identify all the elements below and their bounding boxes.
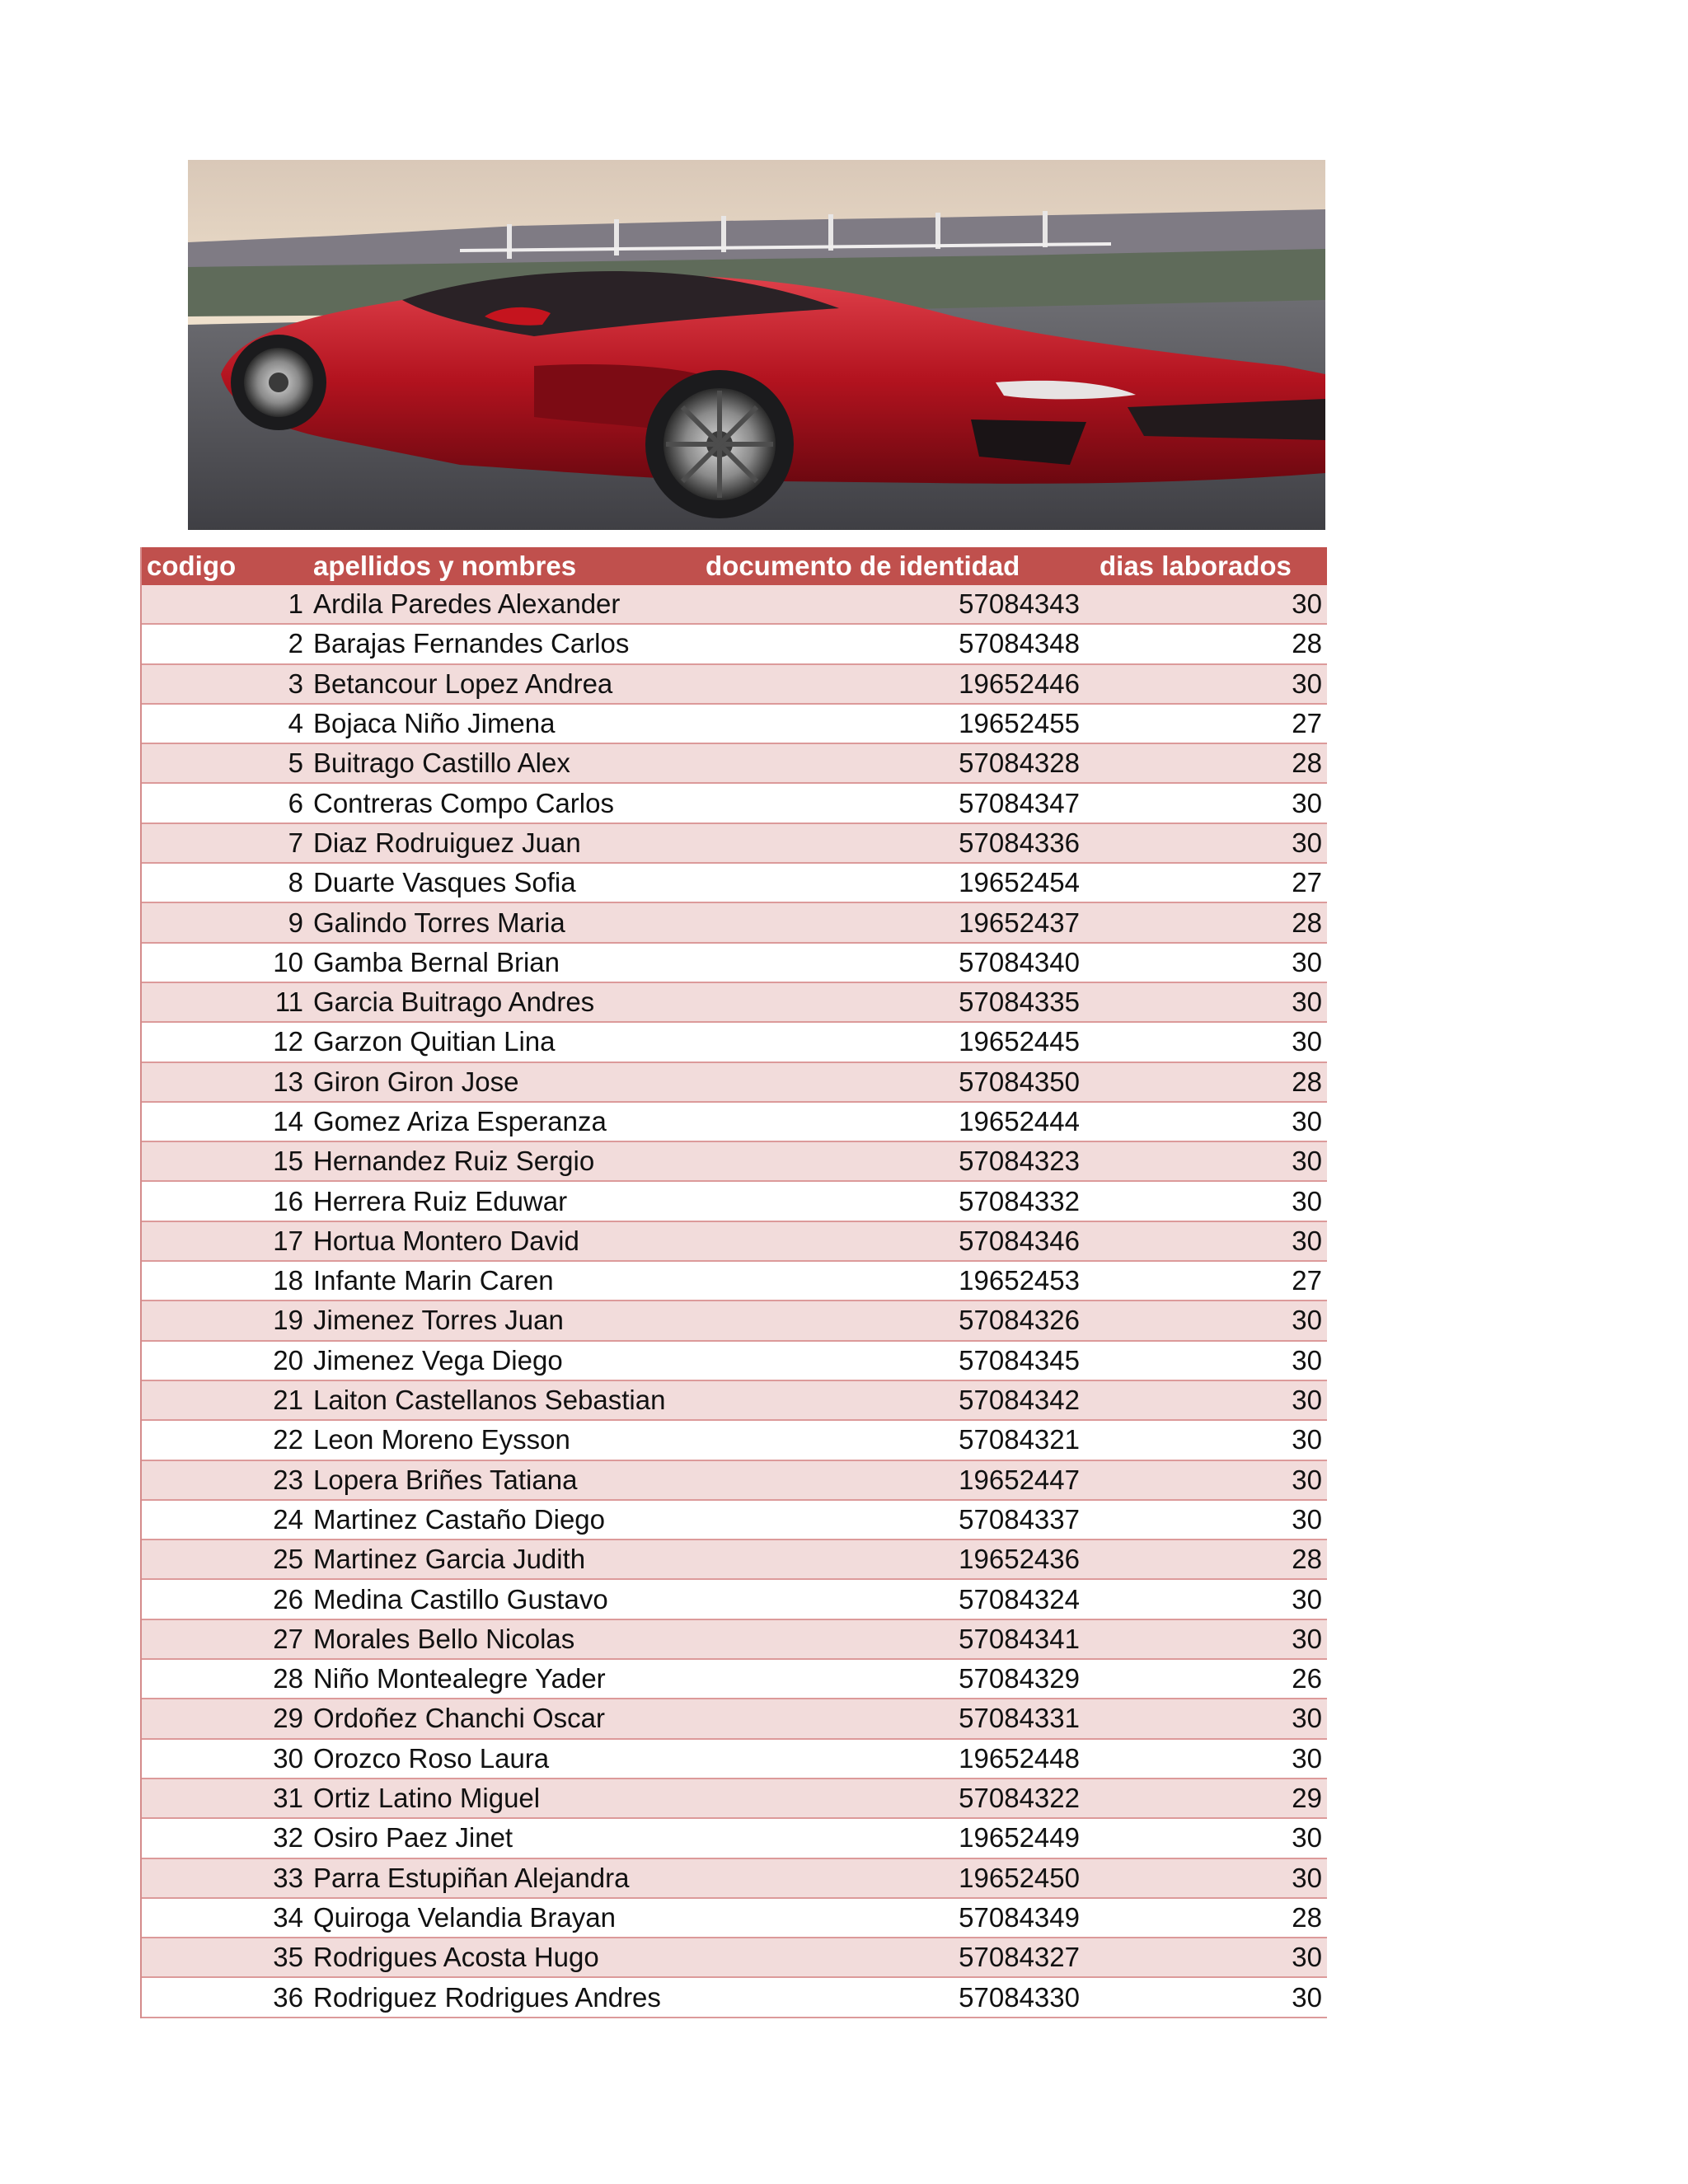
dias-cell: 30 bbox=[1292, 1742, 1322, 1774]
nombre-cell: Bojaca Niño Jimena bbox=[313, 708, 556, 739]
table-row bbox=[142, 1740, 1327, 1779]
dias-cell: 30 bbox=[1292, 1822, 1322, 1854]
dias-cell: 27 bbox=[1292, 1265, 1322, 1296]
codigo-cell: 29 bbox=[273, 1703, 303, 1734]
nombre-cell: Galindo Torres Maria bbox=[313, 907, 565, 938]
nombre-cell: Betancour Lopez Andrea bbox=[313, 668, 613, 699]
dias-cell: 30 bbox=[1292, 1703, 1322, 1734]
table-row bbox=[142, 824, 1327, 864]
documento-cell: 19652445 bbox=[959, 1026, 1080, 1057]
table-row bbox=[142, 944, 1327, 983]
header-dias-laborados: dias laborados bbox=[1100, 551, 1292, 581]
documento-cell: 19652453 bbox=[959, 1265, 1080, 1296]
dias-cell: 30 bbox=[1292, 1185, 1322, 1216]
nombre-cell: Herrera Ruiz Eduwar bbox=[313, 1185, 568, 1216]
codigo-cell: 31 bbox=[273, 1783, 303, 1814]
documento-cell: 19652444 bbox=[959, 1106, 1080, 1137]
documento-cell: 57084328 bbox=[959, 748, 1080, 779]
documento-cell: 57084321 bbox=[959, 1424, 1080, 1455]
codigo-cell: 12 bbox=[273, 1026, 303, 1057]
dias-cell: 30 bbox=[1292, 1225, 1322, 1256]
codigo-cell: 33 bbox=[273, 1862, 303, 1893]
codigo-cell: 5 bbox=[288, 748, 303, 779]
documento-cell: 19652449 bbox=[959, 1822, 1080, 1854]
dias-cell: 30 bbox=[1292, 1424, 1322, 1455]
nombre-cell: Barajas Fernandes Carlos bbox=[313, 628, 630, 659]
documento-cell: 57084342 bbox=[959, 1385, 1080, 1416]
documento-cell: 57084348 bbox=[959, 628, 1080, 659]
table-row bbox=[142, 1938, 1327, 1978]
table-row bbox=[142, 983, 1327, 1023]
dias-cell: 30 bbox=[1292, 1026, 1322, 1057]
nombre-cell: Contreras Compo Carlos bbox=[313, 787, 614, 818]
table-row bbox=[142, 1421, 1327, 1460]
documento-cell: 19652454 bbox=[959, 867, 1080, 898]
table-row bbox=[142, 1819, 1327, 1858]
dias-cell: 29 bbox=[1292, 1783, 1322, 1814]
documento-cell: 57084327 bbox=[959, 1942, 1080, 1973]
table-row bbox=[142, 1023, 1327, 1062]
nombre-cell: Quiroga Velandia Brayan bbox=[313, 1901, 616, 1933]
dias-cell: 30 bbox=[1292, 987, 1322, 1018]
table-body bbox=[142, 585, 1327, 2018]
nombre-cell: Rodrigues Acosta Hugo bbox=[313, 1942, 599, 1973]
documento-cell: 19652436 bbox=[959, 1544, 1080, 1575]
nombre-cell: Hernandez Ruiz Sergio bbox=[313, 1146, 595, 1177]
documento-cell: 57084343 bbox=[959, 588, 1080, 620]
dias-cell: 30 bbox=[1292, 1503, 1322, 1535]
documento-cell: 57084331 bbox=[959, 1703, 1080, 1734]
dias-cell: 28 bbox=[1292, 628, 1322, 659]
documento-cell: 57084350 bbox=[959, 1066, 1080, 1097]
table-row bbox=[142, 1301, 1327, 1341]
dias-cell: 30 bbox=[1292, 827, 1322, 858]
documento-cell: 57084335 bbox=[959, 987, 1080, 1018]
nombre-cell: Jimenez Torres Juan bbox=[313, 1305, 564, 1336]
table-row bbox=[142, 625, 1327, 664]
codigo-cell: 19 bbox=[273, 1305, 303, 1336]
documento-cell: 19652455 bbox=[959, 708, 1080, 739]
nombre-cell: Ardila Paredes Alexander bbox=[313, 588, 621, 620]
codigo-cell: 9 bbox=[288, 907, 303, 938]
dias-cell: 30 bbox=[1292, 1942, 1322, 1973]
nombre-cell: Morales Bello Nicolas bbox=[313, 1623, 575, 1654]
documento-cell: 57084322 bbox=[959, 1783, 1080, 1814]
header-codigo: codigo bbox=[147, 551, 237, 581]
nombre-cell: Garzon Quitian Lina bbox=[313, 1026, 556, 1057]
codigo-cell: 26 bbox=[273, 1583, 303, 1615]
codigo-cell: 22 bbox=[273, 1424, 303, 1455]
codigo-cell: 23 bbox=[273, 1464, 303, 1495]
codigo-cell: 17 bbox=[273, 1225, 303, 1256]
dias-cell: 27 bbox=[1292, 708, 1322, 739]
nombre-cell: Laiton Castellanos Sebastian bbox=[313, 1385, 666, 1416]
nombre-cell: Martinez Garcia Judith bbox=[313, 1544, 586, 1575]
dias-cell: 28 bbox=[1292, 1901, 1322, 1933]
nombre-cell: Rodriguez Rodrigues Andres bbox=[313, 1981, 661, 2013]
table-row bbox=[142, 1859, 1327, 1899]
codigo-cell: 1 bbox=[288, 588, 303, 620]
table-row bbox=[142, 1342, 1327, 1381]
table-row bbox=[142, 705, 1327, 744]
nombre-cell: Medina Castillo Gustavo bbox=[313, 1583, 608, 1615]
documento-cell: 57084326 bbox=[959, 1305, 1080, 1336]
codigo-cell: 6 bbox=[288, 787, 303, 818]
table-row bbox=[142, 1142, 1327, 1182]
codigo-cell: 21 bbox=[273, 1385, 303, 1416]
documento-cell: 57084336 bbox=[959, 827, 1080, 858]
codigo-cell: 27 bbox=[273, 1623, 303, 1654]
nombre-cell: Ortiz Latino Miguel bbox=[313, 1783, 541, 1814]
documento-cell: 57084340 bbox=[959, 946, 1080, 977]
documento-cell: 57084324 bbox=[959, 1583, 1080, 1615]
dias-cell: 28 bbox=[1292, 748, 1322, 779]
documento-cell: 19652448 bbox=[959, 1742, 1080, 1774]
codigo-cell: 35 bbox=[273, 1942, 303, 1973]
documento-cell: 19652450 bbox=[959, 1862, 1080, 1893]
table-row bbox=[142, 864, 1327, 903]
codigo-cell: 15 bbox=[273, 1146, 303, 1177]
dias-cell: 30 bbox=[1292, 1981, 1322, 2013]
documento-cell: 19652447 bbox=[959, 1464, 1080, 1495]
nombre-cell: Giron Giron Jose bbox=[313, 1066, 519, 1097]
codigo-cell: 25 bbox=[273, 1544, 303, 1575]
nombre-cell: Osiro Paez Jinet bbox=[313, 1822, 513, 1854]
table-row bbox=[142, 665, 1327, 705]
dias-cell: 28 bbox=[1292, 907, 1322, 938]
dias-cell: 30 bbox=[1292, 1862, 1322, 1893]
table-row bbox=[142, 1660, 1327, 1699]
table-row bbox=[142, 1381, 1327, 1421]
table-row bbox=[142, 1103, 1327, 1142]
documento-cell: 57084332 bbox=[959, 1185, 1080, 1216]
nombre-cell: Parra Estupiñan Alejandra bbox=[313, 1862, 630, 1893]
nombre-cell: Leon Moreno Eysson bbox=[313, 1424, 570, 1455]
codigo-cell: 11 bbox=[274, 987, 303, 1018]
dias-cell: 30 bbox=[1292, 1464, 1322, 1495]
nombre-cell: Orozco Roso Laura bbox=[313, 1742, 550, 1774]
nombre-cell: Buitrago Castillo Alex bbox=[313, 748, 570, 779]
nombre-cell: Infante Marin Caren bbox=[313, 1265, 554, 1296]
dias-cell: 30 bbox=[1292, 946, 1322, 977]
table-row bbox=[142, 784, 1327, 823]
nombre-cell: Jimenez Vega Diego bbox=[313, 1344, 563, 1376]
documento-cell: 57084347 bbox=[959, 787, 1080, 818]
header-apellidos-nombres: apellidos y nombres bbox=[313, 551, 577, 581]
table-row bbox=[142, 1978, 1327, 2018]
dias-cell: 30 bbox=[1292, 1385, 1322, 1416]
documento-cell: 57084345 bbox=[959, 1344, 1080, 1376]
documento-cell: 57084341 bbox=[959, 1623, 1080, 1654]
codigo-cell: 13 bbox=[273, 1066, 303, 1097]
codigo-cell: 2 bbox=[288, 628, 303, 659]
table-row bbox=[142, 1899, 1327, 1938]
table-row bbox=[142, 1699, 1327, 1739]
dias-cell: 28 bbox=[1292, 1544, 1322, 1575]
nombre-cell: Diaz Rodruiguez Juan bbox=[313, 827, 581, 858]
nombre-cell: Garcia Buitrago Andres bbox=[313, 987, 595, 1018]
documento-cell: 57084323 bbox=[959, 1146, 1080, 1177]
dias-cell: 30 bbox=[1292, 1106, 1322, 1137]
table-row bbox=[142, 1063, 1327, 1103]
table-row bbox=[142, 903, 1327, 943]
codigo-cell: 20 bbox=[273, 1344, 303, 1376]
table-row bbox=[142, 1620, 1327, 1660]
codigo-cell: 3 bbox=[288, 668, 303, 699]
nombre-cell: Martinez Castaño Diego bbox=[313, 1503, 606, 1535]
dias-cell: 30 bbox=[1292, 1344, 1322, 1376]
table-header-row bbox=[142, 547, 1327, 585]
codigo-cell: 36 bbox=[273, 1981, 303, 2013]
documento-cell: 19652437 bbox=[959, 907, 1080, 938]
red-sports-car-image bbox=[188, 160, 1325, 530]
dias-cell: 30 bbox=[1292, 1623, 1322, 1654]
nombre-cell: Gomez Ariza Esperanza bbox=[313, 1106, 607, 1137]
dias-cell: 26 bbox=[1292, 1663, 1322, 1694]
documento-cell: 57084337 bbox=[959, 1503, 1080, 1535]
table-row bbox=[142, 585, 1327, 625]
documento-cell: 19652446 bbox=[959, 668, 1080, 699]
nombre-cell: Hortua Montero David bbox=[313, 1225, 579, 1256]
table-row bbox=[142, 744, 1327, 784]
table-row bbox=[142, 1540, 1327, 1580]
table-row bbox=[142, 1779, 1327, 1819]
codigo-cell: 24 bbox=[273, 1503, 303, 1535]
employee-table bbox=[140, 547, 1327, 2018]
table-row bbox=[142, 1580, 1327, 1619]
nombre-cell: Ordoñez Chanchi Oscar bbox=[313, 1703, 605, 1734]
codigo-cell: 16 bbox=[273, 1185, 303, 1216]
documento-cell: 57084330 bbox=[959, 1981, 1080, 2013]
table-row bbox=[142, 1501, 1327, 1540]
dias-cell: 30 bbox=[1292, 787, 1322, 818]
codigo-cell: 30 bbox=[273, 1742, 303, 1774]
codigo-cell: 7 bbox=[288, 827, 303, 858]
header-documento: documento de identidad bbox=[706, 551, 1020, 581]
dias-cell: 28 bbox=[1292, 1066, 1322, 1097]
nombre-cell: Niño Montealegre Yader bbox=[313, 1663, 606, 1694]
dias-cell: 30 bbox=[1292, 668, 1322, 699]
table-row bbox=[142, 1461, 1327, 1501]
codigo-cell: 10 bbox=[273, 946, 303, 977]
dias-cell: 27 bbox=[1292, 867, 1322, 898]
table-row bbox=[142, 1222, 1327, 1262]
codigo-cell: 28 bbox=[273, 1663, 303, 1694]
documento-cell: 57084346 bbox=[959, 1225, 1080, 1256]
codigo-cell: 14 bbox=[273, 1106, 303, 1137]
dias-cell: 30 bbox=[1292, 1583, 1322, 1615]
nombre-cell: Gamba Bernal Brian bbox=[313, 946, 560, 977]
documento-cell: 57084349 bbox=[959, 1901, 1080, 1933]
dias-cell: 30 bbox=[1292, 1305, 1322, 1336]
table-row bbox=[142, 1182, 1327, 1221]
codigo-cell: 32 bbox=[273, 1822, 303, 1854]
dias-cell: 30 bbox=[1292, 588, 1322, 620]
nombre-cell: Duarte Vasques Sofia bbox=[313, 867, 576, 898]
nombre-cell: Lopera Briñes Tatiana bbox=[313, 1464, 578, 1495]
table-row bbox=[142, 1262, 1327, 1301]
codigo-cell: 18 bbox=[273, 1265, 303, 1296]
codigo-cell: 4 bbox=[288, 708, 303, 739]
documento-cell: 57084329 bbox=[959, 1663, 1080, 1694]
codigo-cell: 34 bbox=[273, 1901, 303, 1933]
codigo-cell: 8 bbox=[288, 867, 303, 898]
dias-cell: 30 bbox=[1292, 1146, 1322, 1177]
